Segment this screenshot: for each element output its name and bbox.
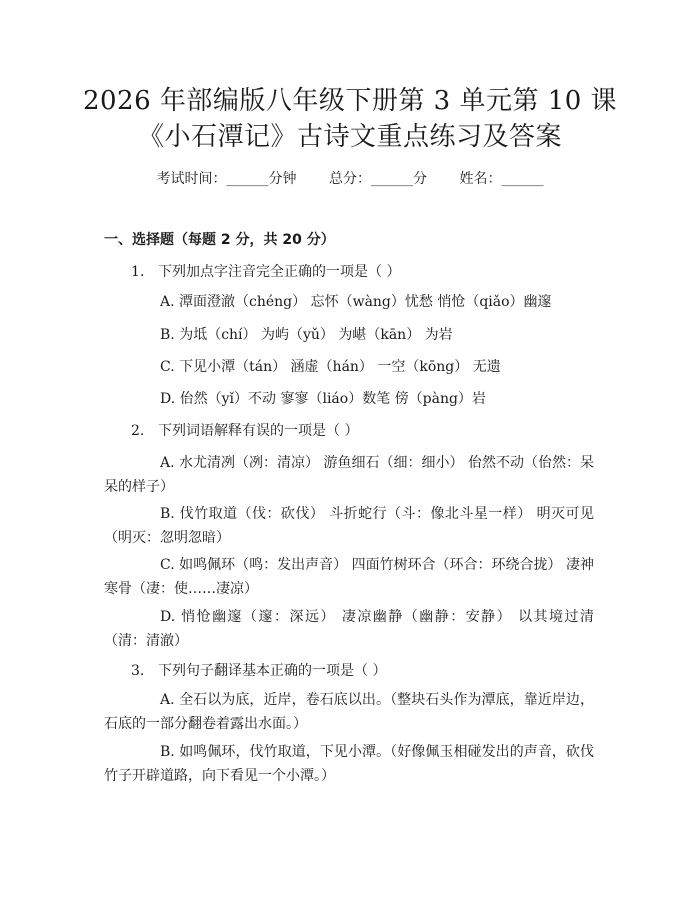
exam-time-field: 考试时间：______分钟 xyxy=(156,171,297,187)
q2-option-a: A. 水尤清冽（冽：清凉） 游鱼细石（细：细小） 佁然不动（佁然：呆呆的样子） xyxy=(104,455,594,495)
question-2 xyxy=(131,421,358,441)
q2-option-b: B. 伐竹取道（伐：砍伐） 斗折蛇行（斗：像北斗星一样） 明灭可见（明灭：忽明忽暗） xyxy=(104,506,594,546)
question-stem: 下列加点字注音完全正确的一项是（ ） xyxy=(158,264,401,280)
q1-option-d: D. 佁然（yǐ）不动 寥寥（liáo）数笔 傍（pàng）岩 xyxy=(160,391,486,407)
document-title-line2: 《小石潭记》古诗文重点练习及答案 xyxy=(137,122,562,152)
question-3 xyxy=(131,661,386,681)
question-stem: 下列句子翻译基本正确的一项是（ ） xyxy=(158,663,387,679)
section-heading: 一、选择题（每题 2 分，共 20 分） xyxy=(104,232,335,248)
q1-option-c: C. 下见小潭（tán） 涵虚（hán） 一空（kōng） 无遗 xyxy=(160,359,501,375)
q1-option-b: B. 为坻（chí） 为屿（yǔ） 为嵁（kān） 为岩 xyxy=(160,327,453,343)
q1-option-a: A. 潭面澄澈（chéng） 忘怀（wàng）忧愁 悄怆（qiǎo）幽邃 xyxy=(160,294,552,310)
q2-option-c: C. 如鸣佩环（鸣：发出声音） 四面竹树环合（环合：环绕合拢） 凄神寒骨（凄：使……凄凉） xyxy=(104,557,595,597)
question-stem: 下列词语解释有误的一项是（ ） xyxy=(158,423,359,439)
q2-option-d: D. 悄怆幽邃（邃：深远） 凄凉幽静（幽静：安静） 以其境过清（清：清澈） xyxy=(104,609,594,649)
student-name-field: 姓名：______ xyxy=(459,171,544,187)
question-number: 3. xyxy=(131,663,145,679)
exam-meta xyxy=(0,169,700,189)
q3-option-b: B. 如鸣佩环，伐竹取道，下见小潭。（好像佩玉相碰发出的声音，砍伐竹子开辟道路，向下看见一个小潭。） xyxy=(104,744,594,784)
question-number: 1. xyxy=(131,264,145,280)
question-number: 2. xyxy=(131,423,145,439)
document-title-line1: 2026 年部编版八年级下册第 3 单元第 10 课 xyxy=(82,86,618,116)
q3-option-a: A. 全石以为底，近岸，卷石底以出。（整块石头作为潭底，靠近岸边，石底的一部分翻卷着露出水面。） xyxy=(104,692,594,732)
total-score-field: 总分：______分 xyxy=(329,171,427,187)
question-1 xyxy=(131,262,400,282)
